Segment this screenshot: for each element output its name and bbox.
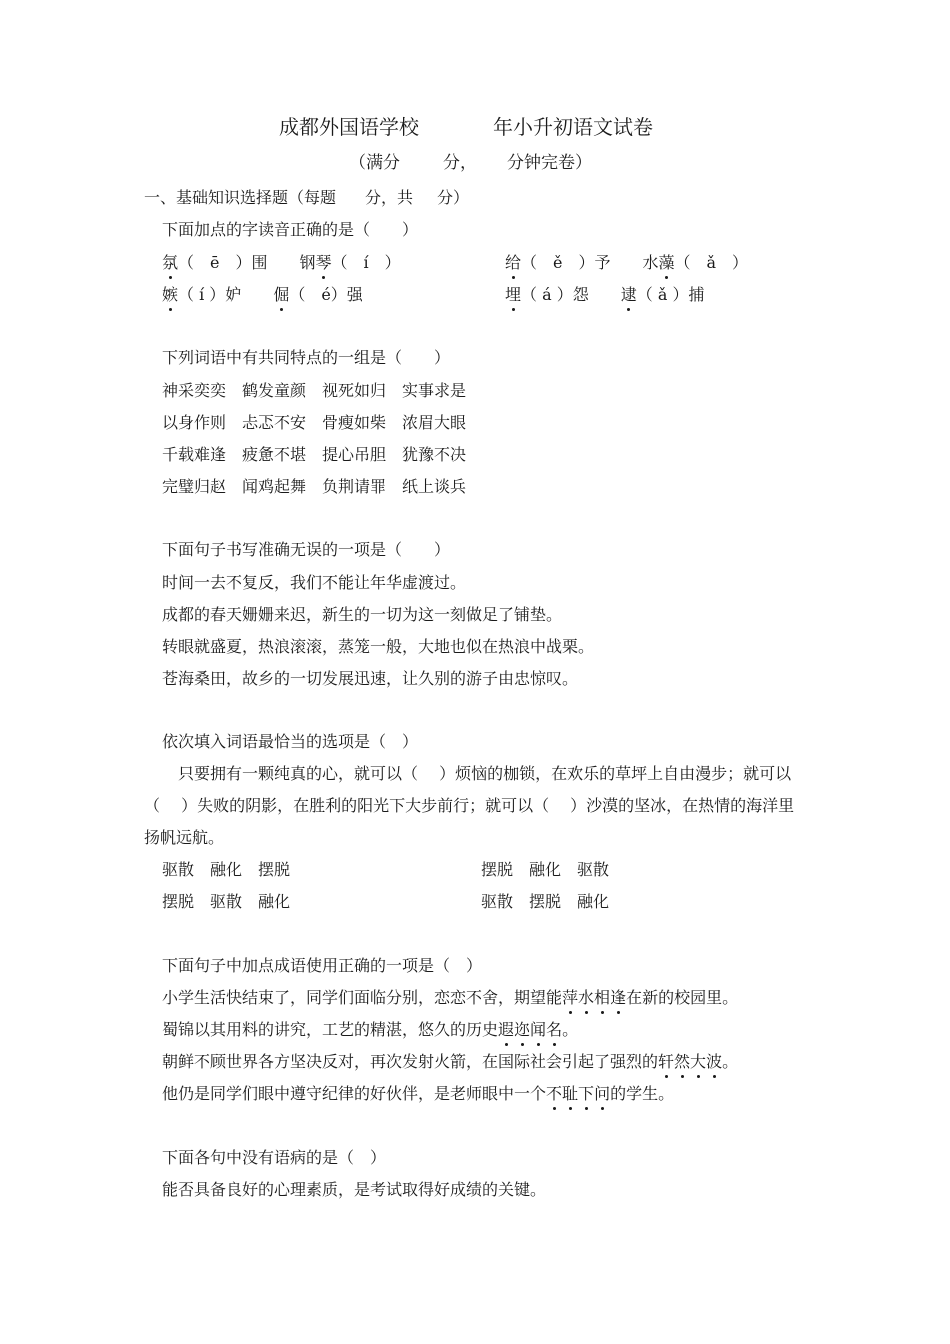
q3-stem: 下面句子书写准确无误的一项是（ ） (162, 540, 451, 559)
exam-subtitle-part2: 分， (443, 153, 477, 173)
q1-stem: 下面加点的字读音正确的是（ ） (162, 220, 419, 239)
q3-option-d: 苍海桑田，故乡的一切发展迅速，让久别的游子由忠惊叹。 (162, 669, 579, 688)
dotted-char: 逮 (620, 285, 637, 304)
q2-option-b: 以身作则 忐忑不安 骨瘦如柴 浓眉大眼 (162, 413, 467, 432)
q5-option-b (162, 1020, 578, 1040)
dotted-char: 给 (505, 253, 522, 272)
dotted-char: 名 (546, 1020, 563, 1039)
dotted-idiom (658, 1052, 722, 1071)
dotted-char: 轩 (658, 1052, 675, 1071)
section-heading-part3: 分） (437, 188, 470, 207)
exam-title-school: 成都外国语学校 (279, 115, 419, 139)
sentence-text: 在新的校园里。 (626, 988, 739, 1007)
dotted-idiom (546, 1084, 610, 1103)
dotted-char: 萍 (562, 988, 579, 1007)
q4-option-b: 摆脱 融化 驱散 (481, 860, 610, 879)
option-text: （ é）强 (289, 285, 363, 304)
option-text: （ ě ）予 水 (521, 253, 659, 272)
option-text: （ ē ）围 钢 (178, 253, 316, 272)
dotted-char: 问 (594, 1084, 611, 1103)
q3-option-b: 成都的春天姗姗来迟，新生的一切为这一刻做足了铺垫。 (162, 605, 563, 624)
sentence-text: 他仍是同学们眼中遵守纪律的好伙伴，是老师眼中一个 (162, 1084, 547, 1103)
exam-subtitle-part1: （满分 (349, 153, 400, 173)
q4-stem: 依次填入词语最恰当的选项是（ ） (162, 732, 419, 751)
dotted-char: 波 (706, 1052, 723, 1071)
q2-stem: 下列词语中有共同特点的一组是（ ） (162, 348, 451, 367)
q4-option-a: 驱散 融化 摆脱 (162, 860, 291, 879)
q1-option-a (162, 253, 401, 273)
q5-option-c (162, 1052, 738, 1072)
section-heading-part1: 一、基础知识选择题（每题 (144, 188, 337, 207)
dotted-char: 琴 (315, 253, 332, 272)
q5-option-a (162, 988, 738, 1008)
dotted-char: 藻 (658, 253, 675, 272)
q3-option-a: 时间一去不复反，我们不能让年华虚渡过。 (162, 573, 467, 592)
q1-option-c (162, 285, 363, 305)
q1-option-b (505, 253, 748, 273)
option-text: （ á ）怨 (521, 285, 621, 304)
dotted-char: 闻 (530, 1020, 547, 1039)
q2-option-c: 千载难逢 疲惫不堪 提心吊胆 犹豫不决 (162, 445, 467, 464)
q4-paragraph-line2: （ ）失败的阴影，在胜利的阳光下大步前行；就可以（ ）沙漠的坚冰，在热情的海洋里 (144, 796, 795, 815)
dotted-char: 耻 (562, 1084, 579, 1103)
q6-stem: 下面各句中没有语病的是（ ） (162, 1148, 387, 1167)
option-text: （ ǎ ） (674, 253, 749, 272)
section-heading-part2: 分，共 (365, 188, 414, 207)
option-text: （ í ） (331, 253, 401, 272)
q4-paragraph-line1: 只要拥有一颗纯真的心，就可以（ ）烦恼的枷锁，在欢乐的草坪上自由漫步；就可以 (178, 764, 792, 783)
dotted-char: 嫉 (162, 285, 179, 304)
dotted-char: 不 (546, 1084, 563, 1103)
q1-option-d (505, 285, 704, 305)
dotted-char: 下 (578, 1084, 595, 1103)
dotted-char: 大 (690, 1052, 707, 1071)
exam-subtitle-part3: 分钟完卷） (507, 153, 592, 173)
dotted-char: 氛 (162, 253, 179, 272)
dotted-idiom (498, 1020, 562, 1039)
sentence-text: 的学生。 (610, 1084, 675, 1103)
dotted-char: 逢 (610, 988, 627, 1007)
dotted-char: 迩 (514, 1020, 531, 1039)
dotted-char: 水 (578, 988, 595, 1007)
sentence-text: 小学生活快结束了，同学们面临分别，恋恋不舍，期望能 (162, 988, 563, 1007)
q4-option-d: 驱散 摆脱 融化 (481, 892, 610, 911)
q2-option-d: 完璧归赵 闻鸡起舞 负荆请罪 纸上谈兵 (162, 477, 467, 496)
dotted-idiom (562, 988, 626, 1007)
dotted-char: 倔 (273, 285, 290, 304)
option-text: （ í ）妒 (178, 285, 274, 304)
dotted-char: 埋 (505, 285, 522, 304)
q3-option-c: 转眼就盛夏，热浪滚滚，蒸笼一般，大地也似在热浪中战栗。 (162, 637, 595, 656)
sentence-text: 。 (722, 1052, 739, 1071)
dotted-char: 遐 (498, 1020, 515, 1039)
sentence-text: 。 (562, 1020, 579, 1039)
q5-option-d (162, 1084, 674, 1104)
sentence-text: 蜀锦以其用料的讲究，工艺的精湛，悠久的历史 (162, 1020, 499, 1039)
exam-title-name: 年小升初语文试卷 (493, 115, 653, 139)
q4-paragraph-line3: 扬帆远航。 (144, 828, 225, 847)
sentence-text: 朝鲜不顾世界各方坚决反对，再次发射火箭，在国际社会引起了强烈的 (162, 1052, 659, 1071)
dotted-char: 相 (594, 988, 611, 1007)
option-text: （ ǎ ）捕 (636, 285, 705, 304)
q4-option-c: 摆脱 驱散 融化 (162, 892, 291, 911)
dotted-char: 然 (674, 1052, 691, 1071)
q6-option-a: 能否具备良好的心理素质，是考试取得好成绩的关键。 (162, 1180, 547, 1199)
q5-stem: 下面句子中加点成语使用正确的一项是（ ） (162, 956, 483, 975)
q2-option-a: 神采奕奕 鹤发童颜 视死如归 实事求是 (162, 381, 467, 400)
